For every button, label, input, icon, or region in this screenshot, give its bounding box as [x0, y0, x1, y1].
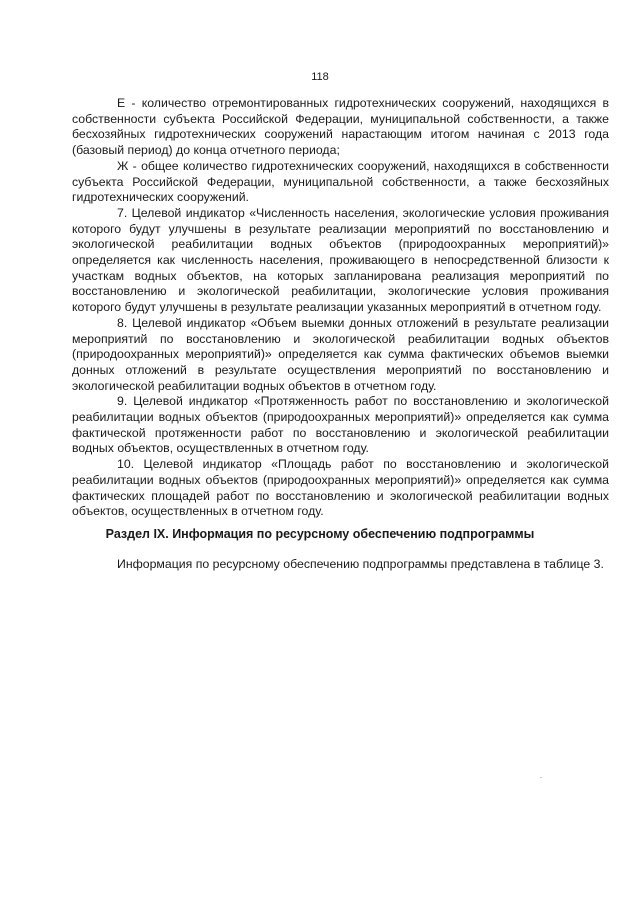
- paragraph-resource-info: Информация по ресурсному обеспечению подпрограммы представлена в таблице 3.: [117, 557, 604, 571]
- resource-section-body: [72, 557, 609, 573]
- paragraph-indicator-10: 10. Целевой индикатор «Площадь работ по восстановлению и экологической реабилитации водных объектов (природоохранных мероприятий)» определяется как сумма фактических площадей работ по восстановлению и экологической реабилитации водных объектов, осуществленных в отчетном году.: [72, 457, 609, 519]
- paragraph-indicator-7: 7. Целевой индикатор «Численность населения, экологические условия проживания которого будут улучшены в результате реализации мероприятий по восстановлению и экологической реабилитации водных объектов (природоохранных мероприятий)» определяется как численность населения, проживающего в непосредственной близости к участкам водных объектов, на которых запланирована реализация мероприятий по восстановлению и экологической реабилитации, экологические условия проживания которого будут улучшены в результате реализации указанных мероприятий в отчетном году.: [72, 205, 609, 315]
- page-number: 118: [311, 71, 329, 83]
- paragraph-indicator-9: 9. Целевой индикатор «Протяженность работ по восстановлению и экологической реабилитации водных объектов (природоохранных мероприятий)» определяется как сумма фактической протяженности работ по восстановлению и экологической реабилитации водных объектов, осуществленных в отчетном году.: [72, 394, 609, 456]
- paragraph-zh-definition: Ж - общее количество гидротехнических сооружений, находящихся в собственности субъекта Российской Федерации, муниципальной собственности, а также бесхозяйных гидротехнических сооружений.: [72, 158, 609, 205]
- scan-mark: [540, 777, 542, 778]
- paragraph-indicator-8: 8. Целевой индикатор «Объем выемки донных отложений в результате реализации мероприятий по восстановлению и экологической реабилитации водных объектов (природоохранных мероприятий)» определяется как сумма фактических объемов выемки донных отложений в результате осуществления мероприятий по восстановлению и экологической реабилитации водных объектов в отчетном году.: [72, 315, 609, 393]
- document-body: [72, 96, 609, 520]
- paragraph-e-definition: Е - количество отремонтированных гидротехнических сооружений, находящихся в собственности субъекта Российской Федерации, муниципальной собственности, а также бесхозяйных гидротехнических сооружений нарастающим итогом начиная с 2013 года (базовый период) до конца отчетного периода;: [72, 96, 609, 158]
- section-heading: Раздел IX. Информация по ресурсному обеспечению подпрограммы: [105, 527, 535, 541]
